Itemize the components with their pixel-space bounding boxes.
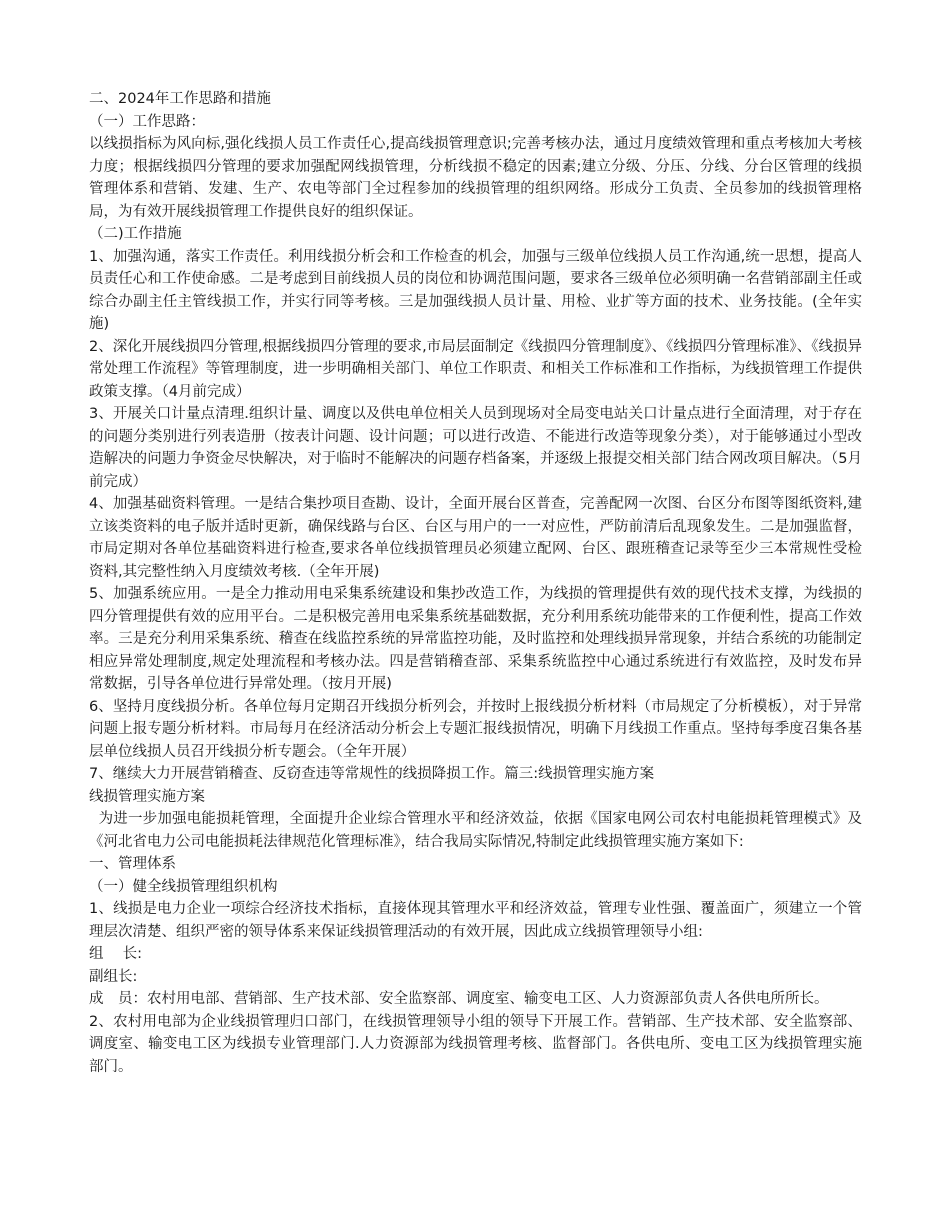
measure-item-1: 1、加强沟通，落实工作责任。利用线损分析会和工作检查的机会，加强与三级单位线损人员工作沟通,统一思想，提高人员责任心和工作使命感。二是考虑到目前线损人员的岗位和协调范围问题，要求各三级单位必须明确一名营销部副主任或综合办副主任主管线损工作，并实行同等考核。三是加强线损人员计量、用检、业扩等方面的技术、业务技能。(全年实施): [89, 248, 862, 332]
measure-item-5: 5、加强系统应用。一是全力推动用电采集系统建设和集抄改造工作，为线损的管理提供有效的现代技术支撑，为线损的四分管理提供有效的应用平台。二是积极完善用电采集系统基础数据，充分利用系统功能带来的工作便利性，提高工作效率。三是充分利用采集系统、稽查在线监控系统的异常监控功能，及时监控和处理线损异常现象，并结合系统的功能制定相应异常处理制度,规定处理流程和考核办法。四是营销稽查部、采集系统监控中心通过系统进行有效监控，及时发布异常数据，引导各单位进行异常处理。（按月开展): [89, 586, 862, 692]
organization-item-1: 1、线损是电力企业一项综合经济技术指标，直接体现其管理水平和经济效益，管理专业性强、覆盖面广，须建立一个管理层次清楚、组织严密的领导体系来保证线损管理活动的有效开展，因此成立线损管理领导小组:: [89, 901, 862, 940]
measure-item-4: 4、加强基础资料管理。一是结合集抄项目查勘、设计，全面开展台区普查，完善配网一次图、台区分布图等图纸资料,建立该类资料的电子版并适时更新，确保线路与台区、台区与用户的一一对应性，严防前清后乱现象发生。二是加强监督，市局定期对各单位基础资料进行检查,要求各单位线损管理员必须建立配网、台区、跟班稽查记录等至少三本常规性受检资料,其完整性纳入月度绩效考核.（全年开展): [89, 496, 862, 580]
measure-item-7: 7、继续大力开展营销稽查、反窃查违等常规性的线损降损工作。篇三:线损管理实施方案: [89, 766, 655, 782]
organization-item-2: 2、农村用电部为企业线损管理归口部门，在线损管理领导小组的领导下开展工作。营销部、生产技术部、安全监察部、调度室、输变电工区为线损专业管理部门.人力资源部为线损管理考核、监督部门。各供电所、变电工区为线损管理实施部门。: [89, 1013, 862, 1075]
plan-title: 线损管理实施方案: [89, 788, 205, 805]
measure-item-3: 3、开展关口计量点清理.组织计量、调度以及供电单位相关人员到现场对全局变电站关口计量点进行全面清理，对于存在的问题分类别进行列表造册（按表计问题、设计问题；可以进行改造、不能进行改造等现象分类），对于能够通过小型改造解决的问题力争资金尽快解决，对于临时不能解决的问题存档备案，并逐级上报提交相关部门结合网改项目解决。（5月前完成）: [89, 406, 862, 490]
subheading-organization: （一）健全线损管理组织机构: [89, 878, 278, 895]
deputy-leader-line: 副组长:: [89, 968, 138, 985]
subheading-work-measures: （二)工作措施: [89, 226, 182, 242]
subheading-work-ideas: （一）工作思路：: [89, 113, 205, 130]
paragraph-work-ideas: 以线损指标为风向标,强化线损人员工作责任心,提高线损管理意识;完善考核办法，通过月度绩效管理和重点考核加大考核力度；根据线损四分管理的要求加强配网线损管理，分析线损不稳定的因素;建立分级、分压、分线、分台区管理的线损管理体系和营销、发建、生产、农电等部门全过程参加的线损管理的组织网络。形成分工负责、全员参加的线损管理格局，为有效开展线损管理工作提供良好的组织保证。: [89, 136, 862, 220]
plan-intro: 为进一步加强电能损耗管理，全面提升企业综合管理水平和经济效益，依据《国家电网公司农村电能损耗管理模式》及《河北省电力公司电能损耗法律规范化管理标准》，结合我局实际情况,特制定此线损管理实施方案如下:: [89, 811, 863, 850]
leader-line: 组 长:: [89, 946, 142, 962]
document-body: [89, 88, 862, 1078]
section-heading-2024-plan: 二、2024年工作思路和措施: [89, 91, 271, 107]
members-line: 成 员：农村用电部、营销部、生产技术部、安全监察部、调度室、输变电工区、人力资源部负责人各供电所所长。: [89, 991, 829, 1007]
measure-item-6: 6、坚持月度线损分析。各单位每月定期召开线损分析列会，并按时上报线损分析材料（市局规定了分析模板），对于异常问题上报专题分析材料。市局每月在经济活动分析会上专题汇报线损情况，明确下月线损工作重点。坚持每季度召集各基层单位线损人员召开线损分析专题会。（全年开展）: [89, 698, 862, 760]
section-heading-management-system: 一、管理体系: [89, 856, 176, 872]
measure-item-2: 2、深化开展线损四分管理,根据线损四分管理的要求,市局层面制定《线损四分管理制度》、《线损四分管理标准》、《线损异常处理工作流程》等管理制度，进一步明确相关部门、单位工作职责、和相关工作标准和工作指标，为线损管理工作提供政策支撑。（4月前完成）: [89, 338, 862, 400]
